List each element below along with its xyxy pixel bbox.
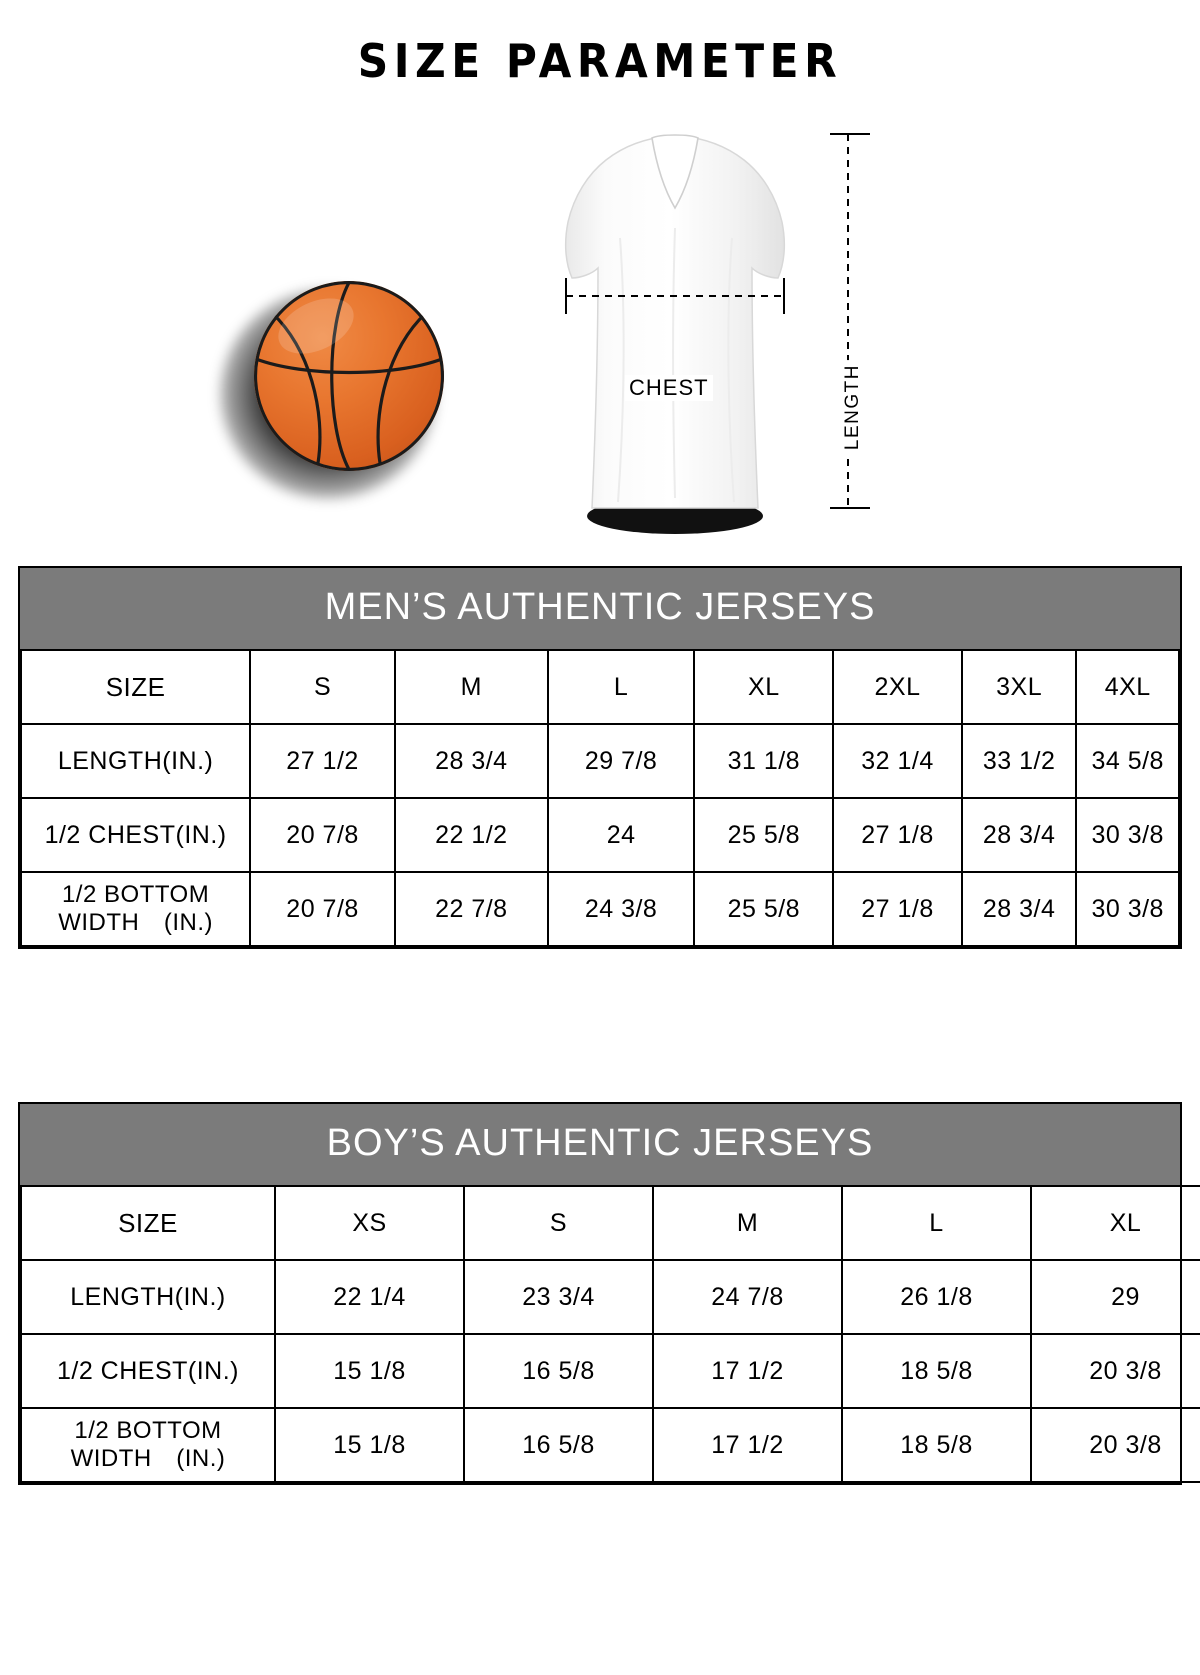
cell-length-xl: 29 — [1031, 1260, 1200, 1334]
cell-length-s: 27 1/2 — [250, 724, 395, 798]
column-header-m: M — [395, 650, 548, 724]
cell-bottom-s: 20 7/8 — [250, 872, 395, 946]
row-label-half-chest: 1/2 CHEST(IN.) — [21, 1334, 275, 1408]
column-header-l: L — [842, 1186, 1031, 1260]
row-label-line1: 1/2 BOTTOM — [74, 1417, 222, 1445]
cell-chest-xl: 20 3/8 — [1031, 1334, 1200, 1408]
row-label-length: LENGTH(IN.) — [21, 724, 250, 798]
cell-bottom-xs: 15 1/8 — [275, 1408, 464, 1482]
column-header-xs: XS — [275, 1186, 464, 1260]
cell-length-4xl: 34 5/8 — [1076, 724, 1179, 798]
cell-chest-xs: 15 1/8 — [275, 1334, 464, 1408]
cell-length-m: 24 7/8 — [653, 1260, 842, 1334]
illustration-area — [0, 110, 1200, 540]
basketball-icon — [216, 275, 466, 525]
column-header-size: SIZE — [21, 1186, 275, 1260]
cell-length-xl: 31 1/8 — [694, 724, 833, 798]
column-header-2xl: 2XL — [833, 650, 962, 724]
cell-length-m: 28 3/4 — [395, 724, 548, 798]
table-row — [21, 1334, 1200, 1408]
cell-length-2xl: 32 1/4 — [833, 724, 962, 798]
cell-bottom-3xl: 28 3/4 — [962, 872, 1077, 946]
column-header-size: SIZE — [21, 650, 250, 724]
boys-size-table — [18, 1102, 1182, 1485]
column-header-s: S — [464, 1186, 653, 1260]
cell-length-3xl: 33 1/2 — [962, 724, 1077, 798]
chest-measure-label: CHEST — [625, 375, 713, 401]
length-measure-label: LENGTH — [842, 360, 864, 454]
column-header-s: S — [250, 650, 395, 724]
row-label-line2: WIDTH (IN.) — [70, 1445, 226, 1472]
table-row — [21, 724, 1179, 798]
row-label-half-bottom-width — [21, 872, 250, 946]
mens-size-table — [18, 566, 1182, 949]
boys-table-heading: BOY’S AUTHENTIC JERSEYS — [20, 1104, 1180, 1185]
cell-bottom-xl: 25 5/8 — [694, 872, 833, 946]
cell-chest-s: 20 7/8 — [250, 798, 395, 872]
cell-bottom-l: 24 3/8 — [548, 872, 695, 946]
row-label-line2: WIDTH (IN.) — [58, 909, 213, 936]
cell-chest-4xl: 30 3/8 — [1076, 798, 1179, 872]
cell-chest-3xl: 28 3/4 — [962, 798, 1077, 872]
table-row — [21, 1408, 1200, 1482]
cell-length-xs: 22 1/4 — [275, 1260, 464, 1334]
table-row — [21, 1186, 1200, 1260]
table-row — [21, 1260, 1200, 1334]
cell-bottom-l: 18 5/8 — [842, 1408, 1031, 1482]
cell-bottom-4xl: 30 3/8 — [1076, 872, 1179, 946]
cell-length-l: 26 1/8 — [842, 1260, 1031, 1334]
row-label-half-chest: 1/2 CHEST(IN.) — [21, 798, 250, 872]
column-header-4xl: 4XL — [1076, 650, 1179, 724]
cell-chest-s: 16 5/8 — [464, 1334, 653, 1408]
basketball-sphere — [254, 281, 444, 471]
column-header-l: L — [548, 650, 695, 724]
cell-bottom-s: 16 5/8 — [464, 1408, 653, 1482]
mens-table-heading: MEN’S AUTHENTIC JERSEYS — [20, 568, 1180, 649]
column-header-xl: XL — [694, 650, 833, 724]
cell-chest-m: 22 1/2 — [395, 798, 548, 872]
cell-chest-l: 24 — [548, 798, 695, 872]
row-label-length: LENGTH(IN.) — [21, 1260, 275, 1334]
column-header-m: M — [653, 1186, 842, 1260]
cell-length-l: 29 7/8 — [548, 724, 695, 798]
cell-bottom-m: 22 7/8 — [395, 872, 548, 946]
cell-chest-m: 17 1/2 — [653, 1334, 842, 1408]
cell-bottom-m: 17 1/2 — [653, 1408, 842, 1482]
row-label-half-bottom-width — [21, 1408, 275, 1482]
cell-length-s: 23 3/4 — [464, 1260, 653, 1334]
table-row — [21, 650, 1179, 724]
page-title: SIZE PARAMETER — [357, 34, 843, 88]
jersey-icon — [540, 118, 820, 538]
table-row — [21, 798, 1179, 872]
cell-bottom-xl: 20 3/8 — [1031, 1408, 1200, 1482]
column-header-3xl: 3XL — [962, 650, 1077, 724]
cell-chest-l: 18 5/8 — [842, 1334, 1031, 1408]
cell-chest-xl: 25 5/8 — [694, 798, 833, 872]
column-header-xl: XL — [1031, 1186, 1200, 1260]
cell-bottom-2xl: 27 1/8 — [833, 872, 962, 946]
table-row — [21, 872, 1179, 946]
cell-chest-2xl: 27 1/8 — [833, 798, 962, 872]
row-label-line1: 1/2 BOTTOM — [61, 881, 210, 909]
